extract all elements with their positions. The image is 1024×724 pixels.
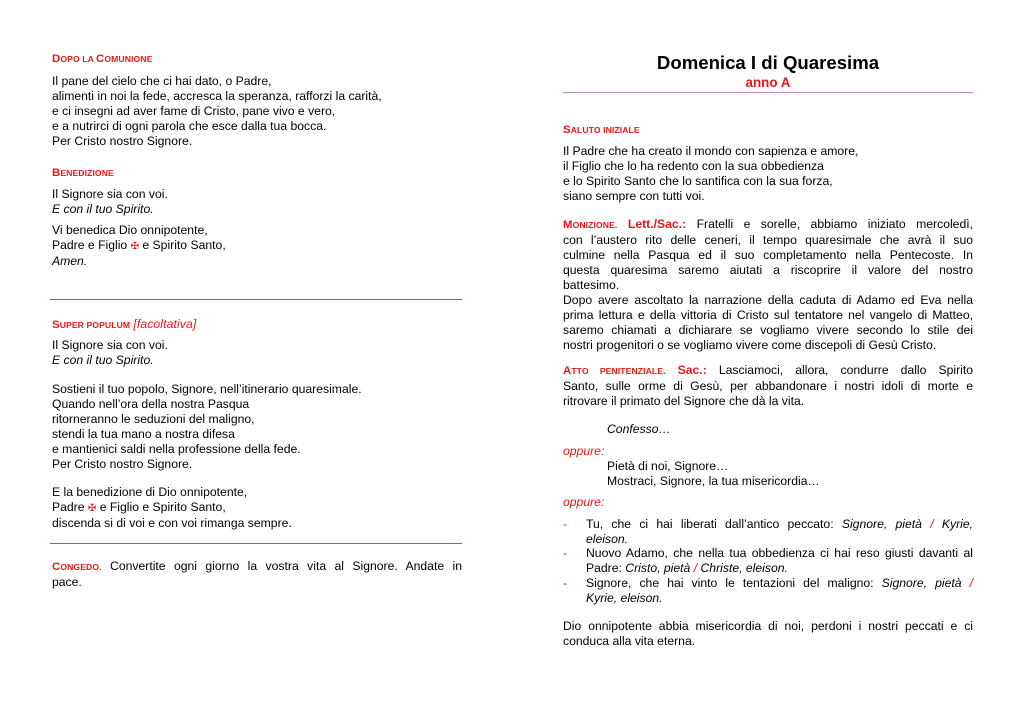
super-populum-prayer: Sostieni il tuo popolo, Signore, nell’itinerario quaresimale. Quando nell’ora della nostra Pasqua ritorneranno le seduzioni del maligno, stendi la tua mano a nostra difesa e mantienici saldi nella professione della fede. Per Cristo nostro Signore. (52, 382, 362, 471)
super-populum-dialogue: Il Signore sia con voi. E con il tuo Spirito. (52, 338, 168, 367)
confesso: Confesso… (607, 422, 671, 436)
congedo: CONGEDO. Convertite ogni giorno la vostra vita al Signore. Andate in pace. (52, 559, 463, 589)
section-divider (50, 299, 462, 300)
invocation-item: - Nuovo Adamo, che nella tua obbedienza ci hai reso giusti davanti al Padre: Cristo, pietà / Christe, eleison. (563, 546, 973, 575)
super-populum-heading: SUPER POPULUM [facoltativa] (52, 317, 197, 331)
dash-icon: - (563, 546, 568, 560)
cross-icon: ✠ (87, 503, 97, 514)
super-populum-blessing: E la benedizione di Dio onnipotente, Padre ✠ e Figlio e Spirito Santo, discenda si di voi e con voi rimanga sempre. (52, 485, 292, 530)
section-divider (50, 543, 462, 544)
oppure-label: oppure: (563, 495, 605, 509)
dash-icon: - (563, 517, 568, 531)
page-title: Domenica I di Quaresima (656, 52, 880, 73)
title-divider (563, 92, 973, 93)
pieta-invocations: Pietà di noi, Signore… Mostraci, Signore, la tua misericordia… (607, 459, 820, 488)
benedizione-heading: BENEDIZIONE (52, 167, 114, 179)
dash-icon: - (563, 576, 568, 590)
page-subtitle: anno A (745, 75, 791, 90)
dopo-comunione-prayer: Il pane del cielo che ci hai dato, o Padre, alimenti in noi la fede, accresca la speranza, rafforzi la carità, e ci insegni ad aver fame di Cristo, pane vivo e vero, e a nutrirci di ogni parola che esce dalla tua bocca. Per Cristo nostro Signore. (52, 74, 382, 148)
saluto-text: Il Padre che ha creato il mondo con sapienza e amore, il Figlio che lo ha redento con la sua obbedienza e lo Spirito Santo che lo santifica con la sua forza, siano sempre con tutti voi. (563, 144, 859, 203)
oppure-label: oppure: (563, 444, 605, 458)
benedizione-text: Il Signore sia con voi. E con il tuo Spirito. (52, 187, 168, 216)
invocation-item: - Tu, che ci hai liberati dall’antico peccato: Signore, pietà / Kyrie, eleison. (563, 517, 973, 546)
benedizione-formula: Vi benedica Dio onnipotente, Padre e Figlio ✠ e Spirito Santo, Amen. (52, 223, 226, 268)
invocation-item: - Signore, che hai vinto le tentazioni del maligno: Signore, pietà / Kyrie, eleison. (563, 576, 973, 605)
absolution: Dio onnipotente abbia misericordia di noi, perdoni i nostri peccati e ci conduca alla vita eterna. (563, 619, 973, 648)
cross-icon: ✠ (130, 241, 139, 252)
saluto-heading: SALUTO INIZIALE (563, 124, 640, 136)
dopo-comunione-heading: DOPO LA COMUNIONE (52, 53, 153, 65)
monizione: MONIZIONE. Lett./Sac.: Fratelli e sorelle, abbiamo iniziato mercoledì, con l’austero rito delle ceneri, il tempo quaresimale che avrà il suo culmine nella Pasqua ed il suo completamento nella Pentecoste. In questa quaresima saremo aiutati a riscoprire il valore del nostro battesimo. Dopo avere ascoltato la narrazione della caduta di Adamo ed Eva nella prima lettura e della vittoria di Cristo sul tentatore nel vangelo di Matteo, saremo chiamati a dichiarare se vogliamo vivere secondo lo stile dei nostri progenitori o se vogliamo vivere come discepoli di Gesù Cristo. (563, 217, 974, 352)
atto-penitenziale: ATTO PENITENZIALE. Sac.: Lasciamoci, allora, condurre dallo Spirito Santo, sulle orme di Gesù, per abbandonare i nostri idoli di morte e ritrovare il primato del Signore che dà la vita. (563, 363, 974, 408)
